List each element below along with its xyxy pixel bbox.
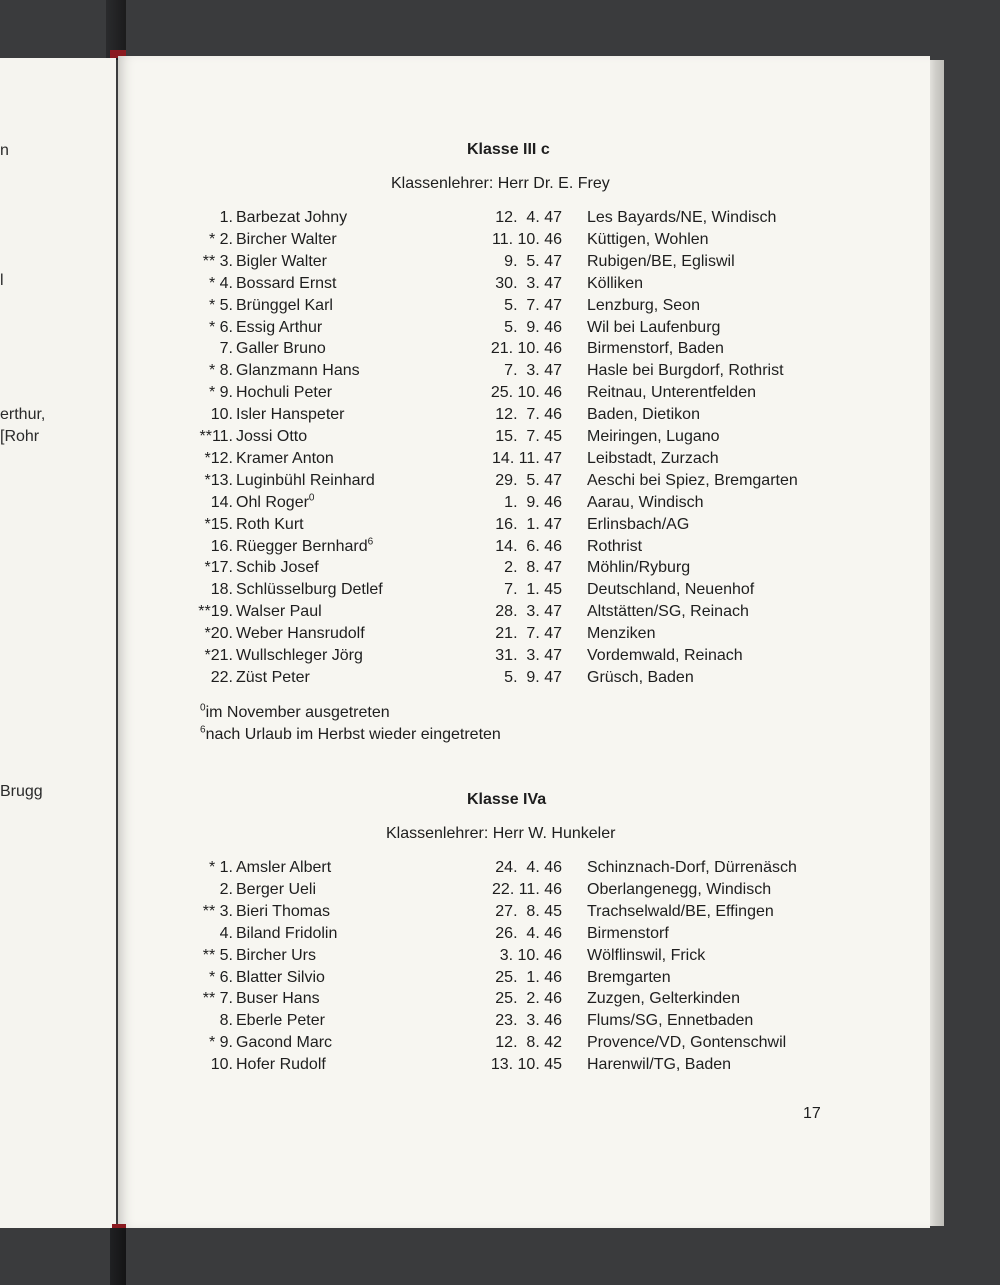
birth-date: 2. 8. 47: [504, 559, 562, 577]
hometown-residence: Harenwil/TG, Baden: [587, 1056, 732, 1074]
student-name-text: Luginbühl Reinhard: [236, 471, 375, 489]
student-row: [0, 427, 1000, 447]
hometown-residence: Lenzburg, Seon: [587, 296, 700, 314]
footnote-mark: 0: [200, 702, 206, 714]
student-row: [0, 624, 1000, 644]
student-row: [0, 449, 1000, 469]
birth-date: 5. 9. 47: [504, 668, 562, 686]
hometown-residence: Menziken: [587, 625, 656, 643]
student-name: [236, 427, 307, 447]
student-name-text: Kramer Anton: [236, 449, 334, 467]
birth-date: 26. 4. 46: [495, 924, 562, 942]
hometown-residence: Aeschi bei Spiez, Bremgarten: [587, 471, 798, 489]
birth-date: 28. 3. 47: [495, 603, 562, 621]
hometown-residence: Birmenstorf: [587, 924, 669, 942]
student-number: *13.: [204, 471, 233, 489]
student-row: [0, 989, 1000, 1009]
student-name-text: Buser Hans: [236, 990, 320, 1008]
student-name: [236, 405, 345, 425]
hometown-residence: Erlinsbach/AG: [587, 515, 690, 533]
student-row: [0, 602, 1000, 622]
student-number: *17.: [204, 559, 233, 577]
student-number: 7.: [219, 340, 233, 358]
student-row: [0, 968, 1000, 988]
hometown-residence: Leibstadt, Zurzach: [587, 449, 719, 467]
left-page-fragment: [Rohr: [0, 428, 40, 445]
hometown-residence: Oberlangenegg, Windisch: [587, 880, 772, 898]
student-name: [236, 318, 322, 338]
birth-date: 30. 3. 47: [495, 274, 562, 292]
birth-date: 22. 11. 46: [492, 880, 562, 898]
student-row: [0, 946, 1000, 966]
student-row: [0, 924, 1000, 944]
student-number: * 6.: [208, 968, 233, 986]
footnote: [200, 703, 390, 723]
birth-date: 25. 10. 46: [490, 384, 562, 402]
student-name-text: Brünggel Karl: [236, 296, 333, 314]
birth-date: 9. 5. 47: [504, 252, 562, 270]
hometown-residence: Trachselwald/BE, Effingen: [587, 902, 774, 920]
hometown-residence: Schinznach-Dorf, Dürrenäsch: [587, 859, 797, 876]
hometown-residence: Möhlin/Ryburg: [587, 559, 691, 577]
hometown-residence: Zuzgen, Gelterkinden: [587, 990, 740, 1008]
birth-date: 21. 7. 47: [495, 625, 562, 643]
student-row: [0, 339, 1000, 359]
student-row: [0, 318, 1000, 338]
birth-date: 16. 1. 47: [495, 515, 562, 533]
student-name: [236, 989, 320, 1009]
left-page-fragment: n: [0, 142, 9, 159]
student-name: [236, 383, 332, 403]
student-row: [0, 1011, 1000, 1031]
student-name-text: Eberle Peter: [236, 1012, 325, 1030]
student-row: [0, 580, 1000, 600]
student-row: [0, 230, 1000, 250]
student-number: 10.: [210, 1056, 233, 1074]
student-name-text: Rüegger Bernhard: [236, 537, 368, 555]
student-name: [236, 515, 304, 535]
student-row: [0, 902, 1000, 922]
student-name-text: Ohl Roger: [236, 493, 309, 511]
footnote-mark: 6: [200, 724, 206, 736]
student-number: * 1.: [208, 859, 233, 876]
student-number: *21.: [204, 647, 233, 664]
birth-date: 23. 3. 46: [495, 1012, 562, 1030]
student-number: * 2.: [208, 230, 233, 248]
birth-date: 5. 7. 47: [504, 296, 562, 314]
hometown-residence: Rothrist: [587, 537, 643, 555]
student-row: [0, 1033, 1000, 1053]
student-row: [0, 1055, 1000, 1075]
student-name: [236, 1011, 325, 1031]
hometown-residence: Hasle bei Burgdorf, Rothrist: [587, 362, 784, 380]
student-row: [0, 515, 1000, 535]
left-page-fragment: l: [0, 272, 4, 289]
student-row: [0, 668, 1000, 688]
student-name-text: Jossi Otto: [236, 428, 308, 445]
student-name: [236, 471, 375, 491]
birth-date: 3. 10. 46: [499, 946, 562, 964]
birth-date: 14. 6. 46: [495, 537, 562, 555]
student-row: [0, 493, 1000, 513]
left-page-fragment: Brugg: [0, 783, 43, 800]
hometown-residence: Meiringen, Lugano: [587, 428, 720, 445]
student-row: [0, 361, 1000, 381]
student-row: [0, 558, 1000, 578]
hometown-residence: Reitnau, Unterentfelden: [587, 384, 756, 402]
hometown-residence: Küttigen, Wohlen: [587, 230, 709, 248]
student-number: * 5.: [208, 296, 233, 314]
student-name-text: Bircher Urs: [236, 946, 317, 964]
birth-date: 14. 11. 47: [492, 449, 562, 467]
student-number: *12.: [204, 449, 233, 467]
birth-date: 25. 2. 46: [495, 990, 562, 1008]
student-row: [0, 471, 1000, 491]
hometown-residence: Birmenstorf, Baden: [587, 340, 724, 358]
student-name-text: Essig Arthur: [236, 318, 323, 336]
student-number: * 4.: [208, 274, 233, 292]
student-name-text: Hochuli Peter: [236, 384, 333, 402]
student-number: 14.: [210, 493, 233, 511]
footnote-text: nach Urlaub im Herbst wieder eingetreten: [205, 725, 501, 743]
birth-date: 7. 1. 45: [504, 581, 562, 599]
student-name: [236, 361, 360, 381]
student-name: [236, 880, 316, 900]
birth-date: 12. 4. 47: [495, 209, 562, 226]
student-name-text: Gacond Marc: [236, 1034, 333, 1052]
class-teacher: Klassenlehrer: Herr W. Hunkeler: [386, 825, 616, 842]
hometown-residence: Les Bayards/NE, Windisch: [587, 209, 777, 226]
student-number: * 6.: [208, 318, 233, 336]
student-name: [236, 252, 327, 272]
student-name-text: Schlüsselburg Detlef: [236, 581, 383, 599]
student-number: ** 5.: [202, 946, 233, 964]
footnote-text: im November ausgetreten: [205, 704, 390, 721]
hometown-residence: Rubigen/BE, Egliswil: [587, 252, 735, 270]
student-row: [0, 208, 1000, 228]
student-number: * 9.: [208, 384, 233, 402]
student-name: [236, 1033, 332, 1053]
birth-date: 13. 10. 45: [490, 1056, 562, 1074]
student-name: [236, 208, 347, 228]
left-page-fragment: erthur,: [0, 406, 46, 423]
student-name: [236, 646, 363, 666]
student-name-text: Roth Kurt: [236, 515, 304, 533]
student-name: [236, 493, 314, 513]
student-name-text: Weber Hansrudolf: [236, 625, 365, 643]
footnote-mark: 0: [308, 492, 315, 504]
student-name-text: Bigler Walter: [236, 252, 327, 270]
student-number: 16.: [210, 537, 233, 555]
student-row: [0, 646, 1000, 666]
student-row: [0, 537, 1000, 557]
student-row: [0, 252, 1000, 272]
hometown-residence: Flums/SG, Ennetbaden: [587, 1012, 754, 1030]
student-name-text: Bossard Ernst: [236, 274, 337, 292]
student-name: [236, 580, 383, 600]
student-number: *20.: [204, 625, 233, 643]
student-name-text: Barbezat Johny: [236, 209, 348, 226]
student-name-text: Berger Ueli: [236, 880, 317, 898]
page-number: 17: [803, 1105, 821, 1122]
hometown-residence: Kölliken: [587, 274, 644, 292]
student-name: [236, 924, 337, 944]
birth-date: 24. 4. 46: [495, 859, 562, 876]
student-number: 10.: [210, 406, 233, 424]
student-name: [236, 296, 333, 316]
student-row: [0, 296, 1000, 316]
student-number: 1.: [219, 209, 233, 226]
hometown-residence: Bremgarten: [587, 968, 671, 986]
student-number: 8.: [219, 1012, 233, 1030]
birth-date: 29. 5. 47: [495, 471, 562, 489]
birth-date: 21. 10. 46: [490, 340, 562, 358]
student-name-text: Galler Bruno: [236, 340, 326, 358]
class-title: Klasse III c: [467, 141, 550, 158]
hometown-residence: Deutschland, Neuenhof: [587, 581, 755, 599]
birth-date: 5. 9. 46: [504, 318, 562, 336]
student-number: 22.: [210, 668, 233, 686]
hometown-residence: Wölflinswil, Frick: [587, 946, 706, 964]
footnote-mark: 6: [367, 536, 374, 548]
student-row: [0, 405, 1000, 425]
student-number: *15.: [204, 515, 233, 533]
student-row: [0, 858, 1000, 878]
hometown-residence: Altstätten/SG, Reinach: [587, 603, 749, 621]
student-name: [236, 1055, 326, 1075]
student-number: **19.: [198, 603, 233, 621]
book-spine-bottom: [110, 1228, 126, 1285]
student-name: [236, 968, 325, 988]
student-number: ** 3.: [202, 902, 233, 920]
hometown-residence: Baden, Dietikon: [587, 406, 700, 424]
birth-date: 15. 7. 45: [495, 428, 562, 445]
birth-date: 12. 7. 46: [495, 406, 562, 424]
student-name-text: Biland Fridolin: [236, 924, 338, 942]
class-teacher: Klassenlehrer: Herr Dr. E. Frey: [391, 175, 610, 192]
student-name: [236, 230, 337, 250]
student-number: 18.: [210, 581, 233, 599]
hometown-residence: Provence/VD, Gontenschwil: [587, 1034, 787, 1052]
birth-date: 31. 3. 47: [495, 647, 562, 664]
student-name-text: Bieri Thomas: [236, 902, 330, 920]
student-number: ** 3.: [202, 252, 233, 270]
student-name: [236, 902, 330, 922]
birth-date: 12. 8. 42: [495, 1034, 562, 1052]
student-name-text: Bircher Walter: [236, 230, 337, 248]
class-title: Klasse IVa: [467, 791, 547, 808]
hometown-residence: Grüsch, Baden: [587, 668, 694, 686]
student-name-text: Züst Peter: [236, 668, 310, 686]
student-name: [236, 449, 334, 469]
student-row: [0, 383, 1000, 403]
student-number: 2.: [219, 880, 233, 898]
student-number: **11.: [199, 428, 233, 445]
birth-date: 7. 3. 47: [504, 362, 562, 380]
student-name-text: Hofer Rudolf: [236, 1056, 326, 1074]
student-row: [0, 880, 1000, 900]
student-name-text: Schib Josef: [236, 559, 319, 577]
birth-date: 1. 9. 46: [504, 493, 562, 511]
hometown-residence: Vordemwald, Reinach: [587, 647, 743, 664]
footnote: [200, 725, 501, 745]
student-name-text: Blatter Silvio: [236, 968, 325, 986]
student-name: [236, 668, 310, 688]
birth-date: 11. 10. 46: [492, 230, 562, 248]
student-name: [236, 558, 319, 578]
birth-date: 25. 1. 46: [495, 968, 562, 986]
student-number: * 8.: [208, 362, 233, 380]
student-name: [236, 624, 365, 644]
student-name: [236, 858, 331, 878]
birth-date: 27. 8. 45: [495, 902, 562, 920]
student-name-text: Walser Paul: [236, 603, 322, 621]
student-name: [236, 274, 336, 294]
student-name-text: Isler Hanspeter: [236, 406, 345, 424]
student-name-text: Wullschleger Jörg: [236, 647, 363, 664]
student-name: [236, 339, 326, 359]
student-number: * 9.: [208, 1034, 233, 1052]
student-name: [236, 602, 322, 622]
student-number: 4.: [219, 924, 233, 942]
hometown-residence: Aarau, Windisch: [587, 493, 704, 511]
student-number: ** 7.: [202, 990, 233, 1008]
student-name-text: Amsler Albert: [236, 859, 332, 876]
student-name: [236, 537, 373, 557]
student-name-text: Glanzmann Hans: [236, 362, 360, 380]
student-name: [236, 946, 316, 966]
hometown-residence: Wil bei Laufenburg: [587, 318, 721, 336]
student-row: [0, 274, 1000, 294]
